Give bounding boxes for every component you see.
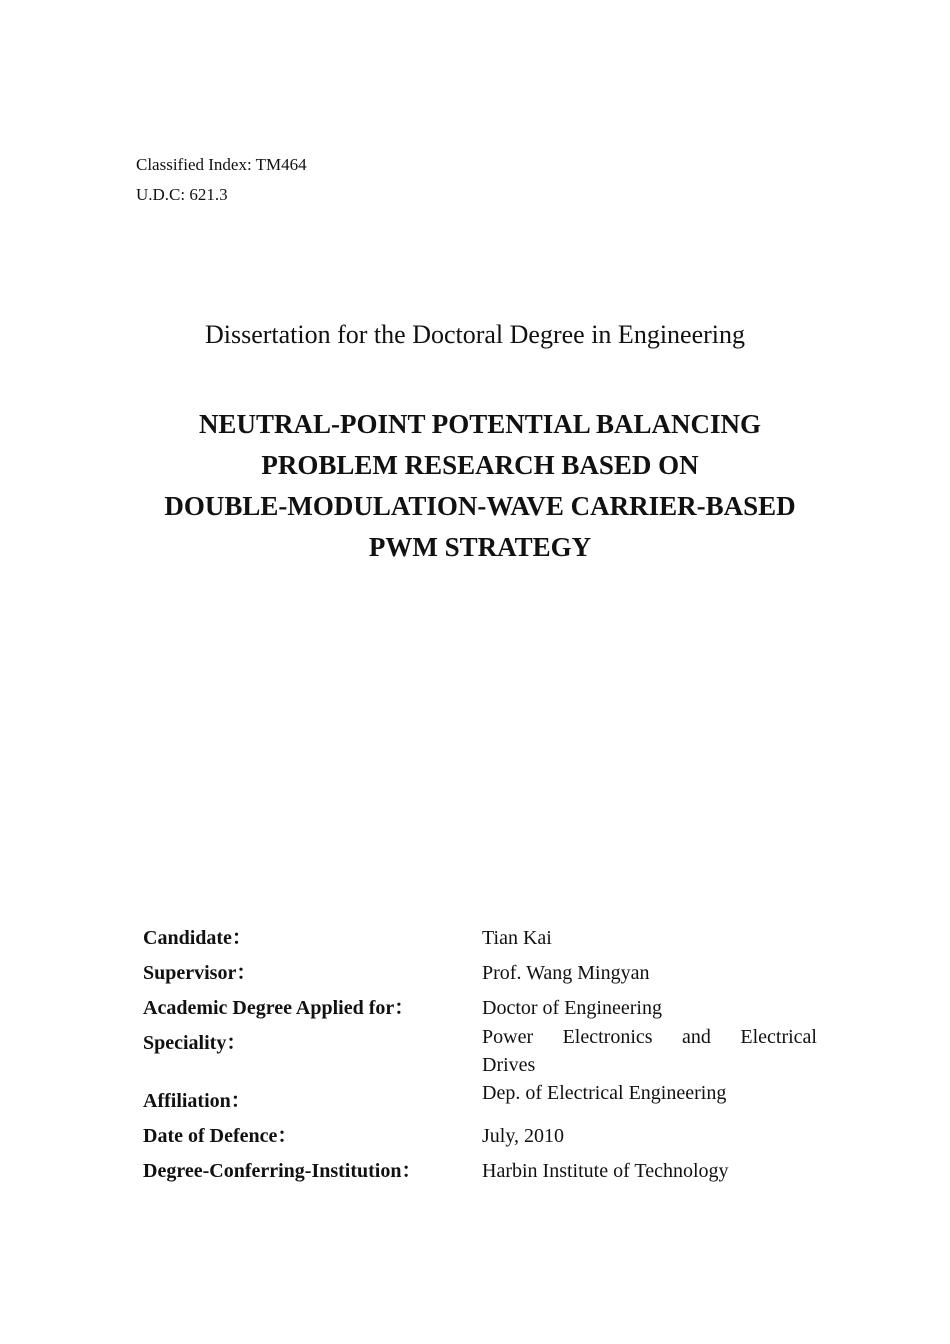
degree-applied-value: Doctor of Engineering <box>482 997 662 1019</box>
affiliation-value: Dep. of Electrical Engineering <box>482 1082 727 1104</box>
supervisor-value: Prof. Wang Mingyan <box>482 962 650 984</box>
supervisor-label: Supervisor： <box>143 962 257 984</box>
institution-value: Harbin Institute of Technology <box>482 1160 729 1182</box>
info-row-degree-applied <box>143 992 823 1023</box>
title-line-2: PROBLEM RESEARCH BASED ON <box>261 450 699 480</box>
info-row-date-of-defence <box>143 1118 823 1153</box>
classified-index: Classified Index: TM464 <box>136 155 307 174</box>
date-of-defence-value: July, 2010 <box>482 1125 565 1147</box>
degree-heading: Dissertation for the Doctoral Degree in Engineering <box>204 320 746 349</box>
institution-label: Degree-Conferring-Institution： <box>143 1160 422 1182</box>
info-row-affiliation <box>143 1080 823 1118</box>
speciality-value <box>482 1023 817 1079</box>
candidate-label: Candidate： <box>143 927 252 949</box>
speciality-label: Speciality： <box>143 1032 247 1054</box>
title-line-1: NEUTRAL-POINT POTENTIAL BALANCING <box>198 409 762 439</box>
degree-applied-label: Academic Degree Applied for： <box>143 997 415 1019</box>
speciality-value-line-2: Drives <box>482 1054 536 1076</box>
info-row-speciality <box>143 1023 823 1080</box>
candidate-value: Tian Kai <box>482 927 552 949</box>
dissertation-title <box>80 404 880 568</box>
date-of-defence-label: Date of Defence： <box>143 1125 298 1147</box>
affiliation-label: Affiliation： <box>143 1090 251 1112</box>
title-line-3: DOUBLE-MODULATION-WAVE CARRIER-BASED <box>164 491 796 521</box>
udc-code: U.D.C: 621.3 <box>136 185 228 204</box>
candidate-info-table <box>143 922 823 1188</box>
info-row-candidate <box>143 922 823 957</box>
speciality-value-line-1: Power Electronics and Electrical <box>482 1026 817 1048</box>
classification-block <box>136 150 307 210</box>
info-row-institution <box>143 1153 823 1188</box>
info-row-supervisor <box>143 957 823 992</box>
title-line-4: PWM STRATEGY <box>368 532 592 562</box>
